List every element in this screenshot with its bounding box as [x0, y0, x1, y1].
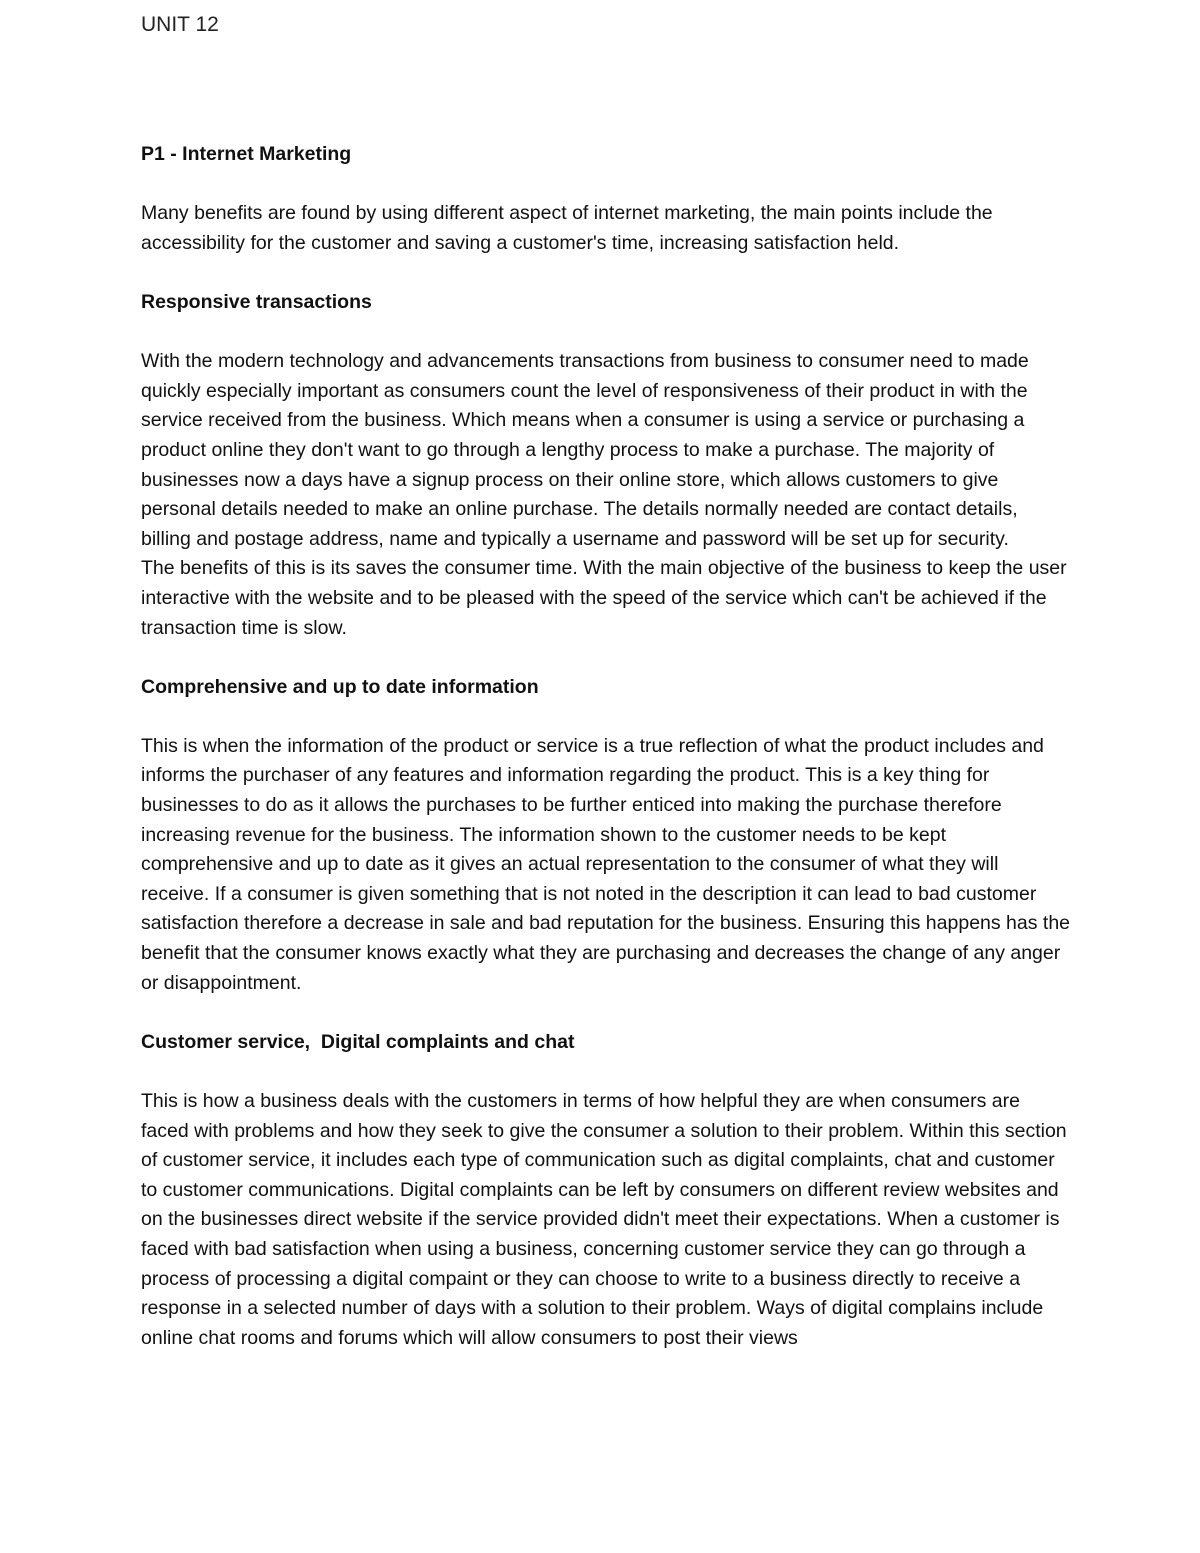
section-paragraph: With the modern technology and advancements transactions from business to consumer need to made quickly especially important as consumers count the level of responsiveness of their product in with the service received from the business. Which means when a consumer is using a service or purchasing a product online they don't want to go through a lengthy process to make a purchase. The majority of businesses now a days have a signup process on their online store, which allows customers to give personal details needed to make an online purchase. The details normally needed are contact details, billing and postage address, name and typically a username and password will be set up for security.: [141, 350, 1029, 550]
document-body: [141, 140, 1071, 1353]
spacer: [141, 318, 1071, 348]
section-heading-comprehensive-information: Comprehensive and up to date information: [141, 675, 539, 698]
section-paragraph: This is how a business deals with the customers in terms of how helpful they are when consumers are faced with problems and how they seek to give the consumer a solution to their problem. Within this section of customer service, it includes each type of communication such as digital complaints, chat and customer to customer communications. Digital complaints can be left by consumers on different review websites and on the businesses direct website if the service provided didn't meet their expectations. When a customer is faced with bad satisfaction when using a business, concerning customer service they can go through a process of processing a digital compaint or they can choose to write to a business directly to receive a response in a selected number of days with a solution to their problem. Ways of digital complains include online chat rooms and forums which will allow consumers to post their views: [141, 1090, 1067, 1349]
section-paragraph: This is when the information of the product or service is a true reflection of what the product includes and informs the purchaser of any features and information regarding the product. This is a key thing for businesses to do as it allows the purchases to be further enticed into making the purchase therefore increasing revenue for the business. The information shown to the customer needs to be kept comprehensive and up to date as it gives an actual representation to the consumer of what they will receive. If a consumer is given something that is not noted in the description it can lead to bad customer satisfaction therefore a decrease in sale and bad reputation for the business. Ensuring this happens has the benefit that the consumer knows exactly what they are purchasing and decreases the change of any anger or disappointment.: [141, 734, 1071, 994]
spacer: [141, 170, 1071, 200]
document-title: P1 - Internet Marketing: [141, 143, 352, 165]
spacer: [141, 702, 1071, 732]
intro-paragraph: Many benefits are found by using different aspect of internet marketing, the main points include the accessibility for the customer and saving a customer's time, increasing satisfaction held.: [141, 202, 993, 254]
spacer: [141, 643, 1071, 673]
spacer: [141, 998, 1071, 1028]
page-header-unit: UNIT 12: [141, 13, 219, 36]
spacer: [141, 1057, 1071, 1087]
section-heading-customer-service: Customer service, Digital complaints and chat: [141, 1030, 575, 1053]
section-heading-responsive-transactions: Responsive transactions: [141, 290, 372, 313]
spacer: [141, 258, 1071, 288]
section-paragraph: The benefits of this is its saves the consumer time. With the main objective of the business to keep the user interactive with the website and to be pleased with the speed of the service which can't be achieved if the transaction time is slow.: [141, 557, 1067, 639]
